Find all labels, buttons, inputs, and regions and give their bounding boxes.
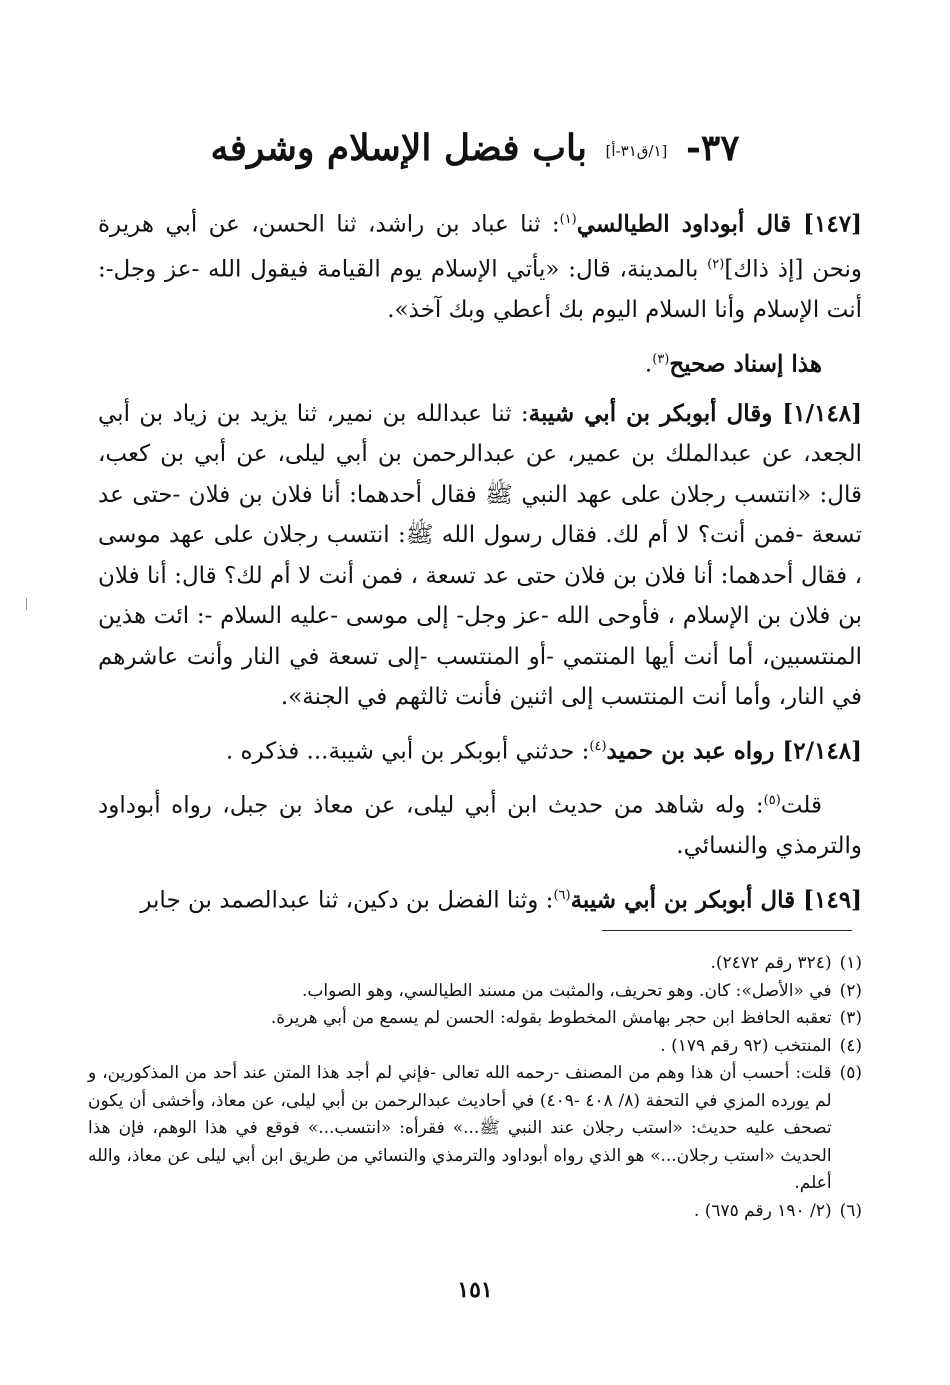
author-comment — [98, 781, 862, 867]
verdict-text: هذا إسناد صحيح — [669, 350, 822, 378]
footnote-5 — [88, 1060, 862, 1198]
narration-lead: [١٤٧] قال أبوداود الطيالسي — [576, 210, 863, 238]
footnote-ref: (٤) — [589, 738, 607, 754]
hadith-149 — [98, 876, 862, 921]
hadith-148-2 — [98, 727, 862, 772]
footnote-text: تعقبه الحافظ ابن حجر بهامش المخطوط بقوله: الحسن لم يسمع من أبي هريرة. — [270, 1008, 832, 1028]
narration-lead: [٢/١٤٨] رواه عبد بن حميد — [606, 737, 862, 765]
footnote-1 — [88, 950, 862, 978]
footnote-number: (٣) — [839, 1008, 862, 1028]
narration-lead: [١/١٤٨] وقال أبوبكر بن أبي شيبة — [528, 399, 863, 427]
chapter-heading: باب فضل الإسلام وشرفه — [210, 127, 587, 169]
footnote-ref: (٦) — [553, 887, 571, 903]
page-number: ١٥١ — [457, 1277, 493, 1303]
footnote-text: (٢/ ١٩٠ رقم ٦٧٥) . — [693, 1200, 832, 1221]
footnote-4 — [88, 1033, 862, 1061]
footnote-number: (١) — [839, 953, 862, 973]
hadith-147 — [98, 200, 862, 331]
footnote-ref: (٥) — [763, 793, 781, 809]
scan-mark — [26, 598, 33, 610]
footnote-ref: (١) — [559, 212, 577, 227]
footnote-text: قلت: أحسب أن هذا وهم من المصنف -رحمه الله تعالى -فإني لم أجد هذا المتن عند أحد من المذكورين، و لم يورده المزي في التحفة (٨/ ٤٠٨ -٤٠٩) في أحاديث عبدالرحمن بن أبي ليلى، عن معاذ، وأخشى أن يكون تصحف عليه حديث: «استب رجلان عند النبي ﷺ...» فقرأه: «انتسب...» فوقع في هذا الوهم، فإن هذا الحديث «استب رجلان...» هو الذي رواه أبوداود والترمذي والنسائي من طريق ابن أبي ليلى عن معاذ، والله أعلم. — [88, 1063, 832, 1193]
comment-text: : وله شاهد من حديث ابن أبي ليلى، عن معاذ بن جبل، رواه أبوداود والترمذي والنسائي. — [98, 792, 862, 860]
footnote-2 — [88, 978, 862, 1006]
chapter-title — [0, 118, 950, 181]
footnotes — [88, 950, 862, 1225]
narration-text: بالمدينة، قال: «يأتي الإسلام يوم القيامة فيقول الله -عز وجل-: أنت الإسلام وأنا السلام اليوم بك أعطي وبك آخذ». — [98, 256, 862, 324]
narration-text: : ثنا عباد بن راشد، ثنا الحسن، عن أبي هريرة ونحن [إذ ذاك] — [98, 211, 862, 283]
isnad-verdict — [98, 340, 862, 385]
hadith-148-1 — [98, 394, 862, 718]
footnote-ref: (٣) — [652, 351, 670, 367]
footnote-number: (٥) — [839, 1063, 862, 1083]
footnote-text: المنتخب (٩٢ رقم ١٧٩) . — [660, 1035, 832, 1056]
footnote-3 — [88, 1005, 862, 1033]
manuscript-reference: [١/ق٣١-أ] — [605, 142, 668, 160]
chapter-number: ٣٧- — [685, 127, 740, 169]
comment-lead: قلت — [780, 792, 822, 819]
footnote-number: (٢) — [839, 980, 862, 1001]
footnote-ref: (٢) — [707, 257, 725, 273]
narration-text: : حدثني أبوبكر بن أبي شيبة... فذكره . — [225, 738, 590, 765]
footnote-number: (٦) — [839, 1200, 862, 1221]
footnote-text: في «الأصل»: كان. وهو تحريف، والمثبت من مسند الطيالسي، وهو الصواب. — [302, 980, 832, 1001]
footnote-6 — [88, 1198, 862, 1226]
narration-text: : ثنا عبدالله بن نمير، ثنا يزيد بن زياد بن أبي الجعد، عن عبدالملك بن عمير، عن عبدالرحمن بن أبي ليلى، عن أبي بن كعب، قال: «انتسب رجلان على عهد النبي ﷺ فقال أحدهما: أنا فلان بن فلان -حتى عد تسعة -فمن أنت؟ لا أم لك. فقال رسول الله ﷺ: انتسب رجلان على عهد موسى ، فقال أحدهما: أنا فلان بن فلان حتى عد تسعة ، فمن أنت لا أم لك؟ قال: أنا فلان بن فلان بن الإسلام ، فأوحى الله -عز وجل- إلى موسى -عليه السلام -: ائت هذين المنتسبين، أما أنت أيها المنتمي -أو المنتسب -إلى تسعة في النار وأنت عاشرهم في النار، وأما أنت المنتسب إلى اثنين فأنت ثالثهم في الجنة». — [98, 400, 862, 711]
main-text — [98, 200, 862, 930]
footnote-text: (٣٢٤ رقم ٢٤٧٢). — [710, 953, 832, 973]
footnote-separator — [602, 930, 852, 931]
footnote-number: (٤) — [839, 1035, 862, 1056]
narration-lead: [١٤٩] قال أبوبكر بن أبي شيبة — [570, 886, 862, 914]
verdict-end: . — [644, 351, 653, 378]
narration-text: : وثنا الفضل بن دكين، ثنا عبدالصمد بن جابر — [140, 887, 554, 914]
